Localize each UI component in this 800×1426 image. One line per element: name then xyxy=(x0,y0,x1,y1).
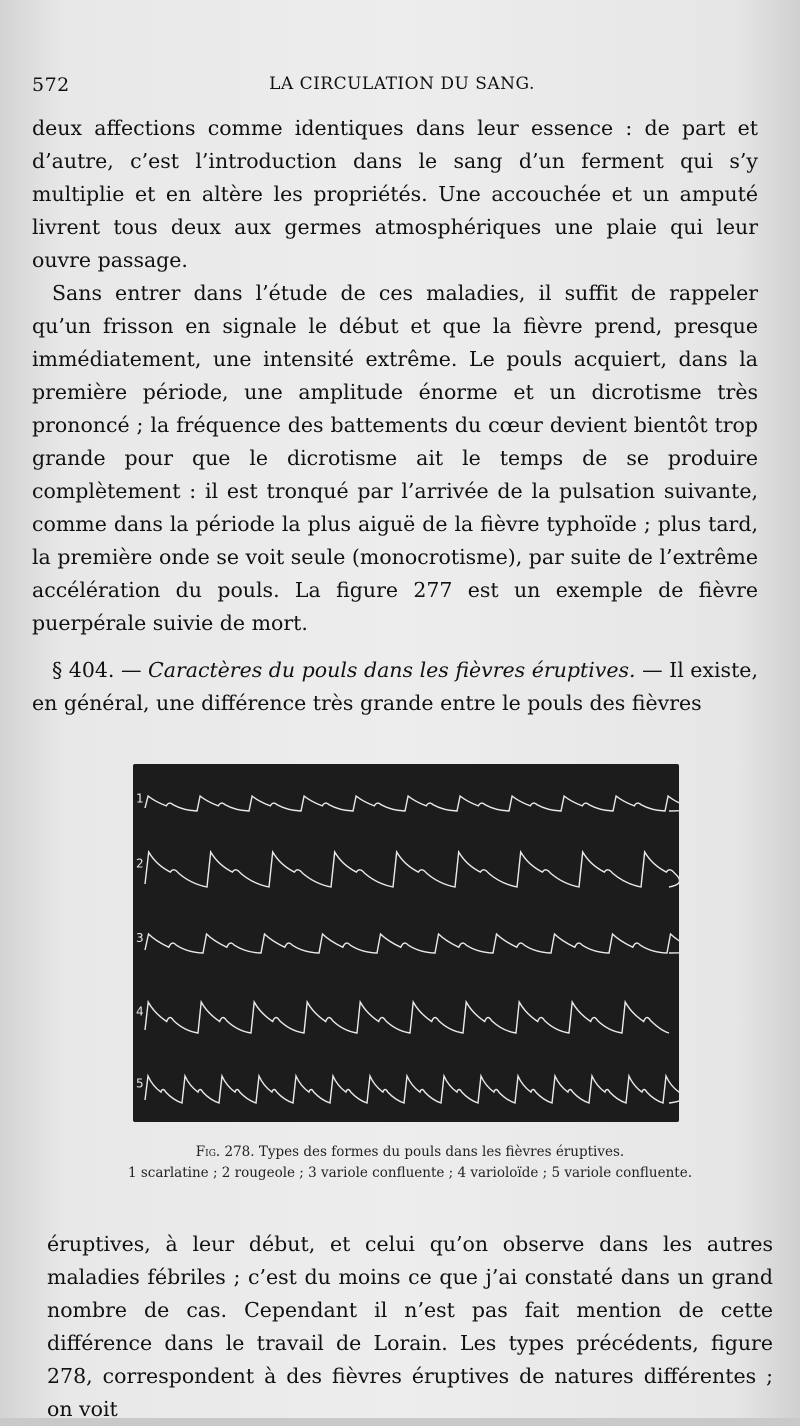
caption-line-2: 1 scarlatine ; 2 rougeole ; 3 variole confluente ; 4 varioloïde ; 5 variole confluente. xyxy=(127,1165,692,1181)
trace-label-2: 2 xyxy=(136,856,144,871)
figure-278-pulse-traces xyxy=(133,764,679,1122)
section-text: — Il existe, en général, une différence très grande entre le pouls des fièvres xyxy=(32,658,758,715)
body-text-top xyxy=(32,112,758,640)
caption-figure-label: Fig. 278. xyxy=(195,1144,255,1160)
trace-label-3: 3 xyxy=(136,931,144,946)
caption-title: Types des formes du pouls dans les fièvres éruptives. xyxy=(258,1144,625,1160)
section-title: Caractères du pouls dans les fièvres éruptives. xyxy=(148,658,636,682)
body-text-bottom xyxy=(47,1228,773,1426)
section-number: § 404. — xyxy=(52,658,142,682)
trace-label-4: 4 xyxy=(136,1004,144,1019)
paragraph-fever: Sans entrer dans l’étude de ces maladies, il suffit de rappeler qu’un frisson en signale le début et que la fièvre prend, presque immédiatement, une intensité extrême. Le pouls acquiert, dans la première période, une amplitude énorme et un dicrotisme très prononcé ; la fréquence des battements du cœur devient bientôt trop grande pour que le dicrotisme ait le temps de se produire complètement : il est tronqué par l’arrivée de la pulsation suivante, comme dans la période la plus aiguë de la fièvre typhoïde ; plus tard, la première onde se voit seule (monocrotisme), par suite de l’extrême accélération du pouls. La figure 277 est un exemple de fièvre puerpérale suivie de mort. xyxy=(32,281,758,635)
caption-line-1 xyxy=(80,1142,740,1163)
page-header xyxy=(32,74,772,102)
figure-caption xyxy=(80,1142,740,1184)
pulse-trace-1 xyxy=(145,796,679,811)
page-number: 572 xyxy=(32,74,70,96)
pulse-trace-4 xyxy=(145,1002,669,1033)
section-404 xyxy=(32,654,758,720)
pulse-tracing-plate xyxy=(133,764,679,1122)
pulse-trace-3 xyxy=(145,934,679,953)
pulse-trace-5 xyxy=(145,1076,679,1103)
running-title: LA CIRCULATION DU SANG. xyxy=(269,74,535,94)
pulse-trace-2 xyxy=(145,852,679,887)
trace-label-5: 5 xyxy=(136,1076,144,1091)
trace-label-1: 1 xyxy=(136,791,144,806)
paragraph-eruptive: éruptives, à leur début, et celui qu’on observe dans les autres maladies fébriles ; c’est du moins ce que j’ai constaté dans un grand nombre de cas. Cependant il n’est pas fait mention de cette différence dans le travail de Lorain. Les types précédents, figure 278, correspondent à des fièvres éruptives de natures différentes ; on voit xyxy=(47,1232,773,1421)
section-paragraph xyxy=(32,654,758,720)
paragraph-continuation: deux affections comme identiques dans leur essence : de part et d’autre, c’est l’introduction dans le sang d’un ferment qui s’y multiplie et en altère les propriétés. Une accouchée et un amputé livrent tous deux aux germes atmosphériques une plaie qui leur ouvre passage. xyxy=(32,116,758,272)
